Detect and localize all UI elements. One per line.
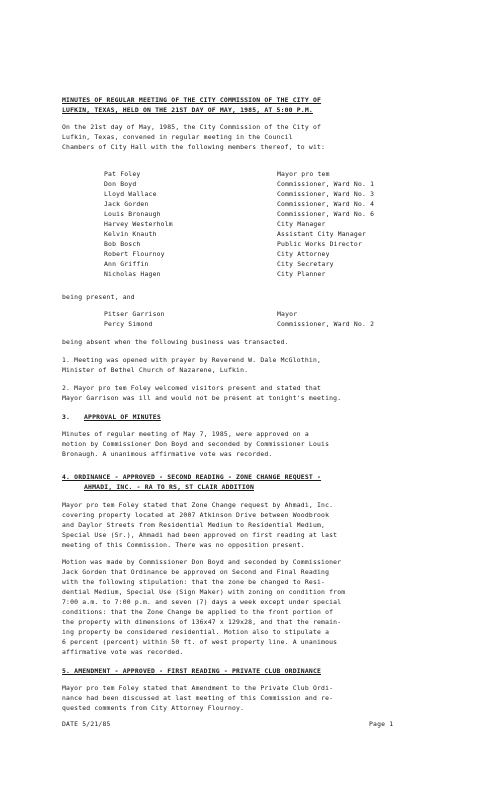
paragraph-line: the property with dimensions of 136x47 x 129x28, and that the remain- <box>62 618 342 626</box>
attendee-name: Pat Foley <box>104 170 141 178</box>
attendee-title: Public Works Director <box>277 240 362 248</box>
attendee-title: Commissioner, Ward No. 4 <box>277 200 375 208</box>
paragraph-line: Mayor pro tem Foley stated that Zone Change request by Ahmadi, Inc. <box>62 501 334 509</box>
item1-line-2: Minister of Bethel Church of Nazarene, Lufkin. <box>62 366 249 374</box>
item3-heading: APPROVAL OF MINUTES <box>84 413 161 421</box>
paragraph-line: covering property located at 2007 Atkinson Drive between Woodbrook <box>62 511 330 519</box>
paragraph-line: affirmative vote was recorded. <box>62 648 184 656</box>
title-line-2: LUFKIN, TEXAS, HELD ON THE 21ST DAY OF MAY, 1985, AT 5:00 P.M. <box>62 106 313 114</box>
attendee-name: Lloyd Wallace <box>104 190 157 198</box>
paragraph-line: Jack Gorden that Ordinance be approved on Second and Final Reading <box>62 568 330 576</box>
footer-page-number: Page 1 <box>369 720 394 728</box>
attendee-title: Commissioner, Ward No. 3 <box>277 190 375 198</box>
item3-heading-number: 3. <box>62 413 71 421</box>
attendee-name: Ann Griffin <box>104 260 149 268</box>
attendee-title: Commissioner, Ward No. 6 <box>277 210 375 218</box>
title-line-1: MINUTES OF REGULAR MEETING OF THE CITY COMMISSION OF THE CITY OF <box>62 96 322 104</box>
attendee-name: Harvey Westerholm <box>104 220 173 228</box>
quorum-text: being present, and <box>62 293 135 301</box>
attendee-title: Assistant City Manager <box>277 230 367 238</box>
attendee-title: Commissioner, Ward No. 1 <box>277 180 375 188</box>
paragraph-line: with the following stipulation: that the zone be changed to Resi- <box>62 578 326 586</box>
attendee-name: Jack Gorden <box>104 200 149 208</box>
paragraph-line: and Daylor Streets from Residential Medium to Residential Medium, <box>62 521 326 529</box>
item5-heading: 5. AMENDMENT - APPROVED - FIRST READING - PRIVATE CLUB ORDINANCE <box>62 667 322 675</box>
item4-heading-line-2: AHMADI, INC. - RA TO RS, ST CLAIR ADDITION <box>84 483 254 491</box>
paragraph-line: 7:00 a.m. to 7:00 p.m. and seven (7) days a week except under special <box>62 598 342 606</box>
paragraph-line: dential Medium, Special Use (Sign Maker) with zoning on condition from <box>62 588 346 596</box>
attendee-name: Kelvin Knauth <box>104 230 157 238</box>
paragraph-line: Motion was made by Commissioner Don Boyd and seconded by Commissioner <box>62 558 342 566</box>
paragraph-line: 6 percent (percent) within 50 ft. of west property line. A unanimous <box>62 638 338 646</box>
item5-line-2: nance had been discussed at last meeting of this Commission and re- <box>62 694 334 702</box>
absent-title: Mayor <box>277 310 298 318</box>
attendee-name: Louis Bronaugh <box>104 210 161 218</box>
paragraph-line: meeting of this Commission. There was no opposition present. <box>62 541 305 549</box>
paragraph-line: conditions: that the Zone Change be applied to the front portion of <box>62 608 334 616</box>
absent-name: Pitser Garrison <box>104 310 165 318</box>
attendee-name: Bob Bosch <box>104 240 141 248</box>
item3-line-3: Bronaugh. A unanimous affirmative vote was recorded. <box>62 450 273 458</box>
item2-line-2: Mayor Garrison was ill and would not be present at tonight's meeting. <box>62 394 342 402</box>
intro-line-3: Chambers of City Hall with the following members thereof, to wit: <box>62 143 326 151</box>
item3-line-2: motion by Commissioner Don Boyd and seconded by Commissioner Louis <box>62 440 330 448</box>
attendee-title: City Manager <box>277 220 326 228</box>
attendee-name: Nicholas Hagen <box>104 270 161 278</box>
item5-line-3: quested comments from City Attorney Flournoy. <box>62 704 245 712</box>
paragraph-line: Special Use (Sr.), Ahmadi had been approved on first reading at last <box>62 531 338 539</box>
item4-heading-line-1: 4. ORDINANCE - APPROVED - SECOND READING - ZONE CHANGE REQUEST - <box>62 473 322 481</box>
item2-line-1: 2. Mayor pro tem Foley welcomed visitors present and stated that <box>62 384 322 392</box>
intro-line-2: Lufkin, Texas, convened in regular meeting in the Council <box>62 133 293 141</box>
attendee-title: City Planner <box>277 270 326 278</box>
intro-line-1: On the 21st day of May, 1985, the City Commission of the City of <box>62 123 322 131</box>
attendee-name: Robert Flournoy <box>104 250 165 258</box>
attendee-title: Mayor pro tem <box>277 170 330 178</box>
attendee-name: Don Boyd <box>104 180 137 188</box>
item3-line-1: Minutes of regular meeting of May 7, 1985, were approved on a <box>62 430 309 438</box>
paragraph-line: ing property be considered residential. Motion also to stipulate a <box>62 628 330 636</box>
item1-line-1: 1. Meeting was opened with prayer by Reverend W. Dale McGlothin, <box>62 356 322 364</box>
attendee-title: City Secretary <box>277 260 334 268</box>
item5-line-1: Mayor pro tem Foley stated that Amendment to the Private Club Ordi- <box>62 684 334 692</box>
absent-name: Percy Simond <box>104 320 153 328</box>
footer-date: DATE 5/21/85 <box>62 720 111 728</box>
attendee-title: City Attorney <box>277 250 330 258</box>
absent-title: Commissioner, Ward No. 2 <box>277 320 375 328</box>
absent-transition: being absent when the following business was transacted. <box>62 338 289 346</box>
